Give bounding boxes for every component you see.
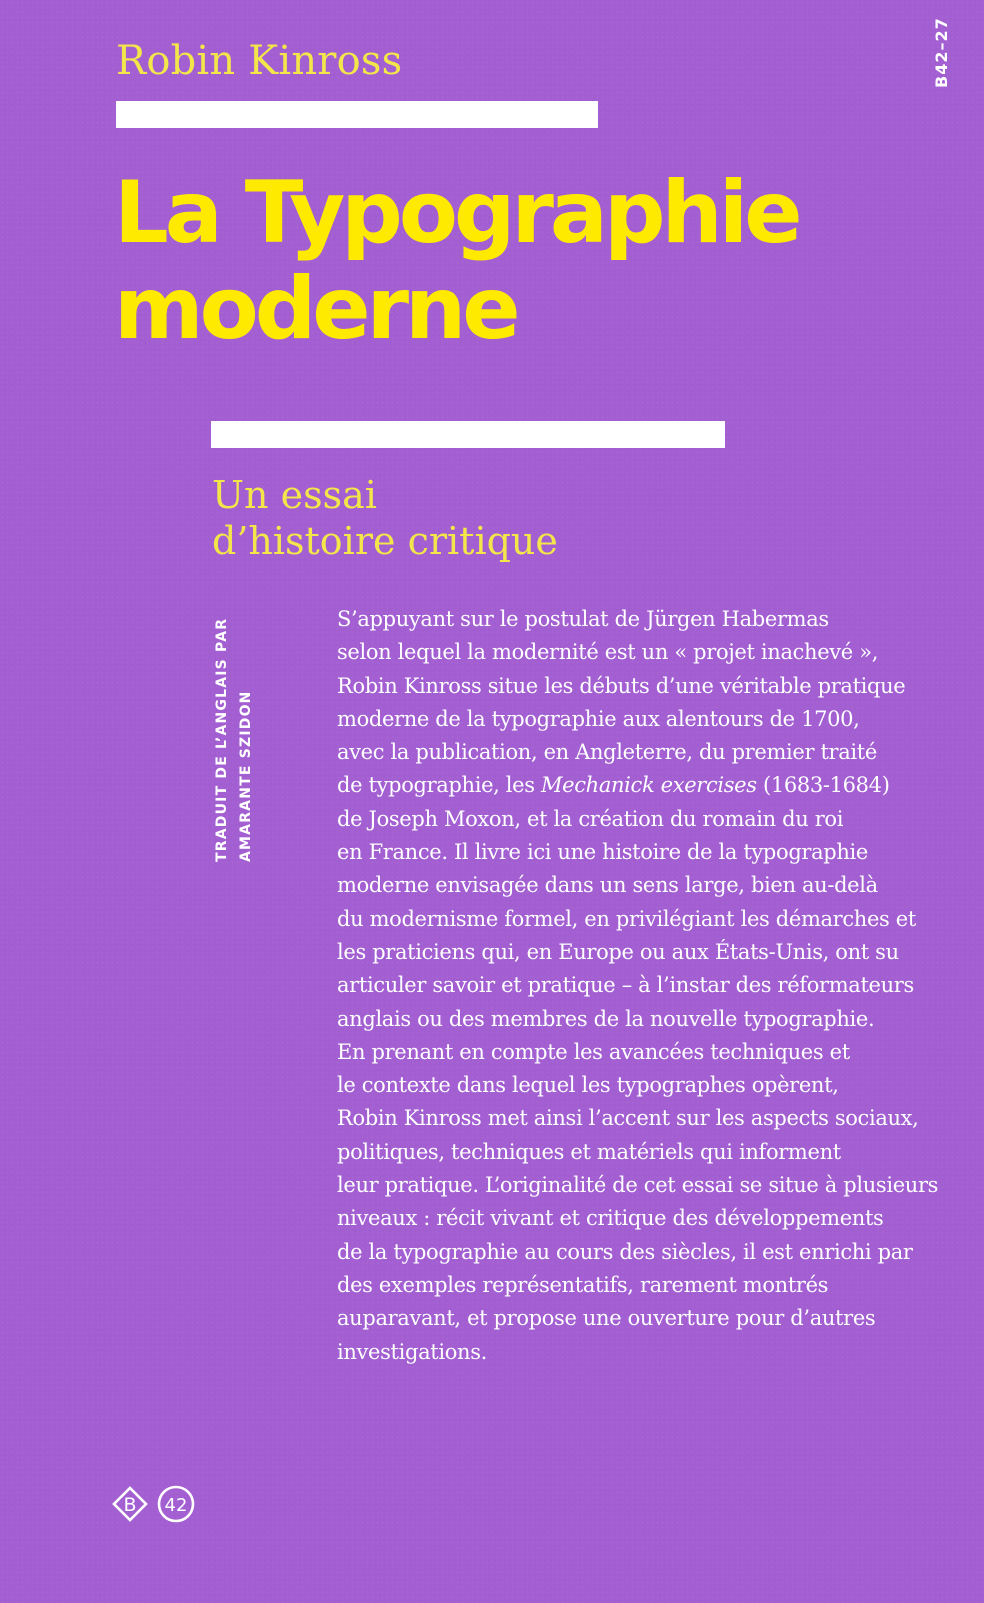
blurb-line: anglais ou des membres de la nouvelle typographie.: [337, 1006, 875, 1031]
blurb-line: les praticiens qui, en Europe ou aux États-Unis, ont su: [337, 939, 899, 964]
translator-line-2: AMARANTE SZIDON: [238, 690, 254, 862]
blurb-line: politiques, techniques et matériels qui informent: [337, 1139, 841, 1164]
publisher-logo: [110, 1484, 200, 1524]
subtitle-line-2: d’histoire critique: [212, 519, 558, 563]
blurb-text: de typographie, les: [337, 773, 541, 798]
title-line-2: moderne: [114, 259, 517, 359]
book-title: [114, 165, 799, 357]
blurb-line: [337, 769, 963, 802]
translator-line-1: TRADUIT DE L’ANGLAIS PAR: [214, 617, 230, 862]
logo-letter: B: [123, 1494, 137, 1516]
translator-credit: [210, 618, 258, 862]
title-line-1: La Typographie: [114, 163, 799, 263]
blurb-line: du modernisme formel, en privilégiant les démarches et: [337, 906, 916, 931]
blurb-line: moderne envisagée dans un sens large, bien au-delà: [337, 873, 878, 898]
top-white-bar: [116, 101, 598, 128]
blurb-line: S’appuyant sur le postulat de Jürgen Habermas: [337, 607, 829, 631]
blurb-text: (1683-1684): [756, 773, 890, 798]
blurb-line: auparavant, et propose une ouverture pour d’autres: [337, 1306, 876, 1331]
author-name: Robin Kinross: [116, 38, 403, 84]
blurb-line: investigations.: [337, 1339, 487, 1364]
blurb-line: avec la publication, en Angleterre, du premier traité: [337, 740, 877, 765]
series-code: B42–27: [932, 17, 951, 88]
blurb-line: leur pratique. L’originalité de cet essai se situe à plusieurs: [337, 1173, 939, 1198]
blurb-line: de Joseph Moxon, et la création du romain du roi: [337, 806, 844, 831]
back-cover-blurb: [337, 603, 963, 1369]
blurb-book-title: Mechanick exercises: [541, 773, 757, 798]
logo-number: 42: [164, 1495, 188, 1516]
middle-white-bar: [211, 421, 725, 448]
blurb-line: le contexte dans lequel les typographes opèrent,: [337, 1073, 839, 1098]
blurb-line: Robin Kinross situe les débuts d’une véritable pratique: [337, 673, 906, 698]
blurb-line: en France. Il livre ici une histoire de la typographie: [337, 840, 868, 865]
blurb-line: de la typographie au cours des siècles, il est enrichi par: [337, 1239, 913, 1264]
book-subtitle: [212, 472, 558, 564]
blurb-line: Robin Kinross met ainsi l’accent sur les aspects sociaux,: [337, 1106, 919, 1131]
subtitle-line-1: Un essai: [212, 473, 377, 517]
blurb-line: niveaux : récit vivant et critique des développements: [337, 1206, 884, 1231]
blurb-line: moderne de la typographie aux alentours de 1700,: [337, 706, 860, 731]
blurb-line: En prenant en compte les avancées techniques et: [337, 1039, 850, 1064]
blurb-line: articuler savoir et pratique – à l’instar des réformateurs: [337, 973, 914, 998]
blurb-line: selon lequel la modernité est un « projet inachevé »,: [337, 640, 879, 665]
blurb-line: des exemples représentatifs, rarement montrés: [337, 1272, 829, 1297]
